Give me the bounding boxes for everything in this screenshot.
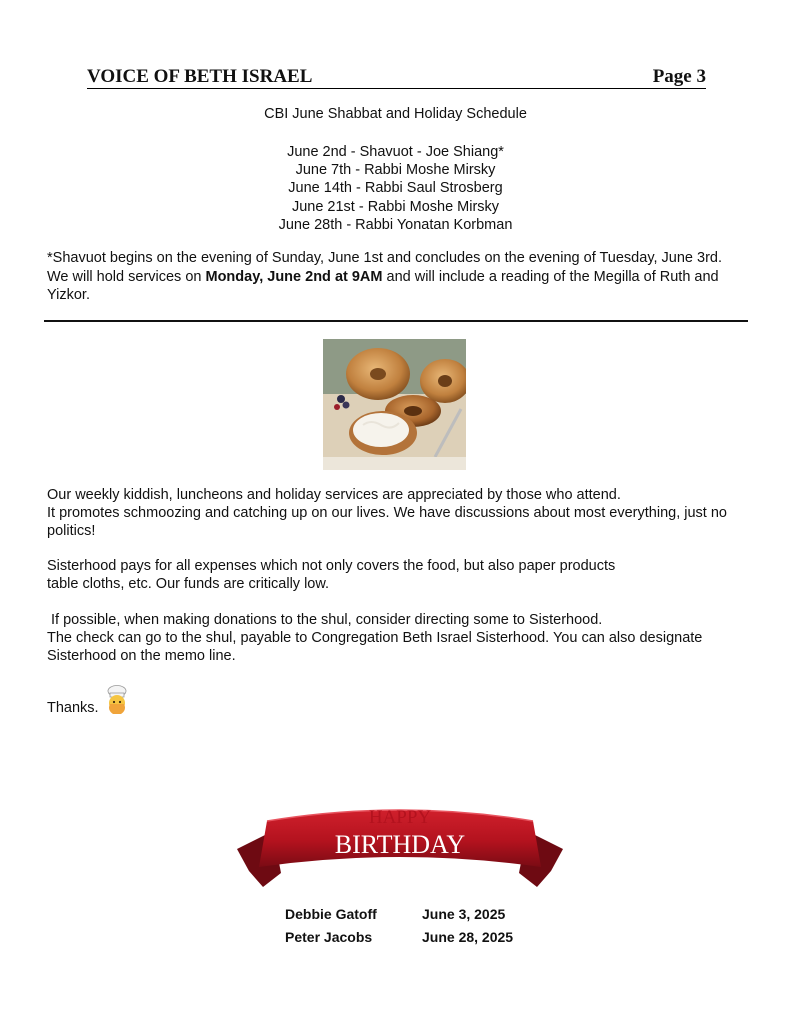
donations-line: The check can go to the shul, payable to Congregation Beth Israel Sisterhood. You can also designate Sisterhood on the memo line.: [47, 629, 703, 664]
kiddush-line: Our weekly kiddish, luncheons and holiday services are appreciated by those who attend.: [47, 487, 621, 503]
page-number: Page 3: [652, 66, 706, 87]
schedule-list: [0, 143, 791, 234]
happy-birthday-banner: [233, 801, 567, 896]
schedule-title: CBI June Shabbat and Holiday Schedule: [264, 106, 527, 122]
birthday-date: June 3, 2025: [422, 906, 506, 922]
banner-happy-text: HAPPY: [368, 807, 432, 828]
birthday-name: Debbie Gatoff: [285, 906, 377, 922]
chef-emoji-icon: [101, 684, 133, 716]
donations-paragraph: [47, 612, 747, 665]
bagels-with-cream-cheese-photo: [323, 339, 466, 470]
newsletter-title: VOICE OF BETH ISRAEL: [87, 66, 313, 87]
schedule-item: June 7th - Rabbi Moshe Mirsky: [295, 162, 496, 179]
shavuot-note-text-end: and will include a reading of the Megilla of Ruth and Yizkor.: [47, 268, 719, 303]
kiddush-paragraph: [47, 487, 747, 540]
shavuot-note: [47, 249, 747, 305]
newsletter-header: [87, 64, 706, 89]
list-item: [285, 926, 525, 949]
sisterhood-paragraph: [47, 558, 747, 594]
birthday-list: [285, 903, 525, 949]
schedule-item: June 21st - Rabbi Moshe Mirsky: [291, 198, 500, 215]
schedule-item: June 2nd - Shavuot - Joe Shiang*: [287, 144, 504, 160]
kiddush-line: It promotes schmoozing and catching up on our lives. We have discussions about most everything, just no politics!: [47, 504, 727, 539]
sisterhood-line: Sisterhood pays for all expenses which not only covers the food, but also paper products: [47, 558, 616, 574]
schedule-item: June 14th - Rabbi Saul Strosberg: [288, 180, 503, 197]
list-item: [285, 903, 525, 926]
sisterhood-line: table cloths, etc. Our funds are critically low.: [47, 575, 330, 592]
schedule-item: June 28th - Rabbi Yonatan Korbman: [278, 216, 513, 233]
shavuot-service-time: Monday, June 2nd at 9AM: [205, 268, 383, 285]
donations-line: If possible, when making donations to the shul, consider directing some to Sisterhood.: [47, 612, 603, 628]
shavuot-note-text: *Shavuot begins on the evening of Sunday, June 1st and concludes on the evening of Tuesday, June 3rd. We will hold services on: [47, 250, 723, 285]
thanks-text: Thanks.: [47, 700, 99, 716]
birthday-date: June 28, 2025: [422, 929, 514, 945]
banner-birthday-text: BIRTHDAY: [334, 830, 466, 859]
birthday-name: Peter Jacobs: [285, 929, 373, 945]
section-divider: [44, 320, 748, 322]
